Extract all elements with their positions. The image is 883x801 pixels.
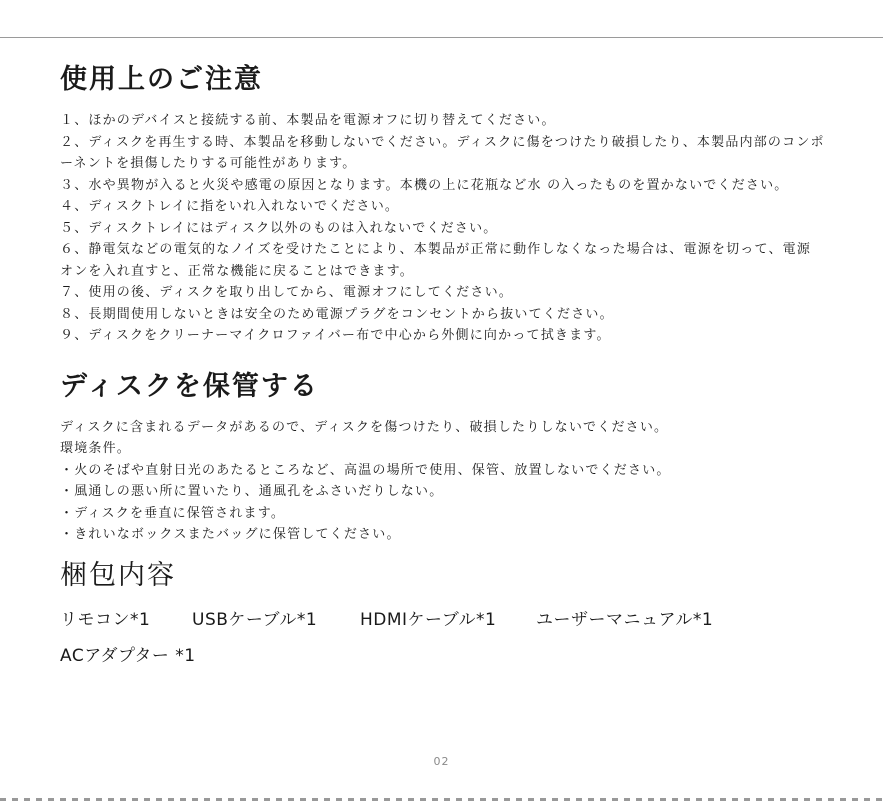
precaution-item: ９、ディスクをクリーナーマイクロファイバー布で中心から外側に向かって拭きます。 (60, 328, 611, 343)
precaution-item: ３、水や異物が入ると火災や感電の原因となります。本機の上に花瓶など水 の入ったものを置かないでください。 (60, 177, 789, 193)
precaution-item: ５、ディスクトレイにはディスク以外のものは入れないでください。 (60, 220, 498, 236)
disc-storage-intro: ディスクに含まれるデータがあるので、ディスクを傷つけたり、破損したりしないでください。 (60, 419, 669, 435)
environment-conditions-label: 環境条件。 (60, 441, 132, 456)
precaution-item: ８、長期間使用しないときは安全のため電源プラグをコンセントから抜いてください。 (60, 306, 614, 322)
package-item-hdmi-cable: HDMIケーブル*1 (360, 609, 497, 630)
precaution-item: ７、使用の後、ディスクを取り出してから、電源オフにしてください。 (60, 285, 513, 300)
package-contents-row (60, 606, 825, 634)
page-number: 02 (433, 755, 450, 768)
storage-bullet: ・きれいなボックスまたバッグに保管してください。 (60, 527, 401, 542)
package-item-ac-adapter: ACアダプター *1 (60, 645, 196, 666)
disc-storage-block (60, 417, 825, 546)
storage-bullet: ・ディスクを垂直に保管されます。 (60, 505, 286, 521)
section-title-disc-storage: ディスクを保管する (60, 370, 319, 402)
package-item-remote: リモコン*1 (60, 609, 151, 630)
section-title-package-contents: 梱包内容 (60, 559, 176, 591)
usage-precautions-list (60, 110, 825, 347)
manual-page-content (60, 62, 825, 670)
precaution-item: １、ほかのデバイスと接続する前、本製品を電源オフに切り替えてください。 (60, 113, 556, 128)
page-header-rule (0, 0, 883, 38)
section-title-usage-precautions: 使用上のご注意 (60, 64, 263, 95)
storage-bullet: ・火のそばや直射日光のあたるところなど、高温の場所で使用、保管、放置しないでください。 (60, 462, 671, 478)
package-item-usb-cable: USBケーブル*1 (192, 609, 318, 630)
precaution-item: ４、ディスクトレイに指をいれ入れないでください。 (60, 199, 400, 214)
precaution-item: ２、ディスクを再生する時、本製品を移動しないでください。ディスクに傷をつけたり破損したり、本製品内部のコンポーネントを損傷したりする可能性があります。 (60, 134, 825, 171)
package-item-user-manual: ユーザーマニュアル*1 (536, 609, 714, 630)
precaution-item: ６、静電気などの電気的なノイズを受けたことにより、本製品が正常に動作しなくなった場合は、電源を切って、電源オンを入れ直すと、正常な機能に戻ることはできます。 (60, 242, 812, 279)
storage-bullet: ・風通しの悪い所に置いたり、通風孔をふさいだりしない。 (60, 484, 444, 499)
